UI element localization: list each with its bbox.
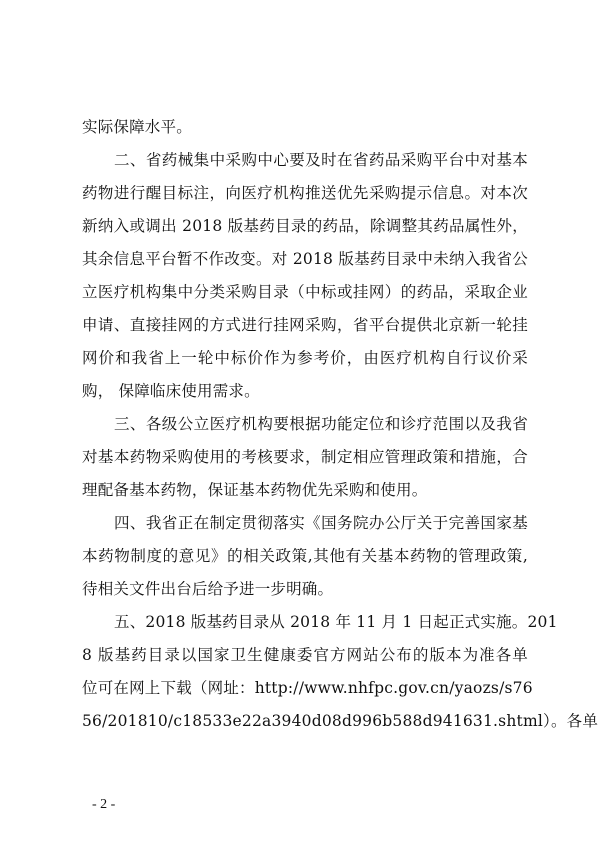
text-line: 理配备基本药物，保证基本药物优先采购和使用。 [82, 481, 428, 499]
text-line: 立医疗机构集中分类采购目录（中标或挂网）的药品，采取企业 [82, 283, 528, 301]
text-line: 8 版基药目录以国家卫生健康委官方网站公布的版本为准各单 [82, 646, 528, 664]
text-line: 申请、直接挂网的方式进行挂网采购，省平台提供北京新一轮挂 [82, 316, 528, 334]
text-line: 三、各级公立医疗机构要根据功能定位和诊疗范围以及我省 [114, 415, 528, 433]
text-line: 位可在网上下载（网址：http://www.nhfpc.gov.cn/yaozs/s76 [82, 679, 533, 697]
text-line: 购， 保障临床使用需求。 [82, 382, 260, 400]
text-line: 药物进行醒目标注，向医疗机构推送优先采购提示信息。对本次 [82, 184, 528, 202]
text-line: 本药物制度的意见》的相关政策,其他有关基本药物的管理政策, [82, 547, 528, 565]
text-line: 二、省药械集中采购中心要及时在省药品采购平台中对基本 [114, 151, 528, 169]
text-line: 五、2018 版基药目录从 2018 年 11 月 1 日起正式实施。201 [114, 613, 558, 631]
text-line: 四、我省正在制定贯彻落实《国务院办公厅关于完善国家基 [114, 514, 528, 532]
text-line: 56/201810/c18533e22a3940d08d996b588d941631.shtml）。各单 [82, 712, 599, 730]
text-line: 新纳入或调出 2018 版基药目录的药品，除调整其药品属性外， [82, 217, 528, 235]
text-line: 实际保障水平。 [82, 118, 192, 136]
text-line: 网价和我省上一轮中标价作为参考价，由医疗机构自行议价采 [82, 349, 528, 367]
text-line: 待相关文件出台后给予进一步明确。 [82, 580, 334, 598]
text-line: 其余信息平台暂不作改变。对 2018 版基药目录中未纳入我省公 [82, 250, 528, 268]
text-line: 对基本药物采购使用的考核要求，制定相应管理政策和措施，合 [82, 448, 528, 466]
page-number: - 2 - [92, 797, 116, 812]
